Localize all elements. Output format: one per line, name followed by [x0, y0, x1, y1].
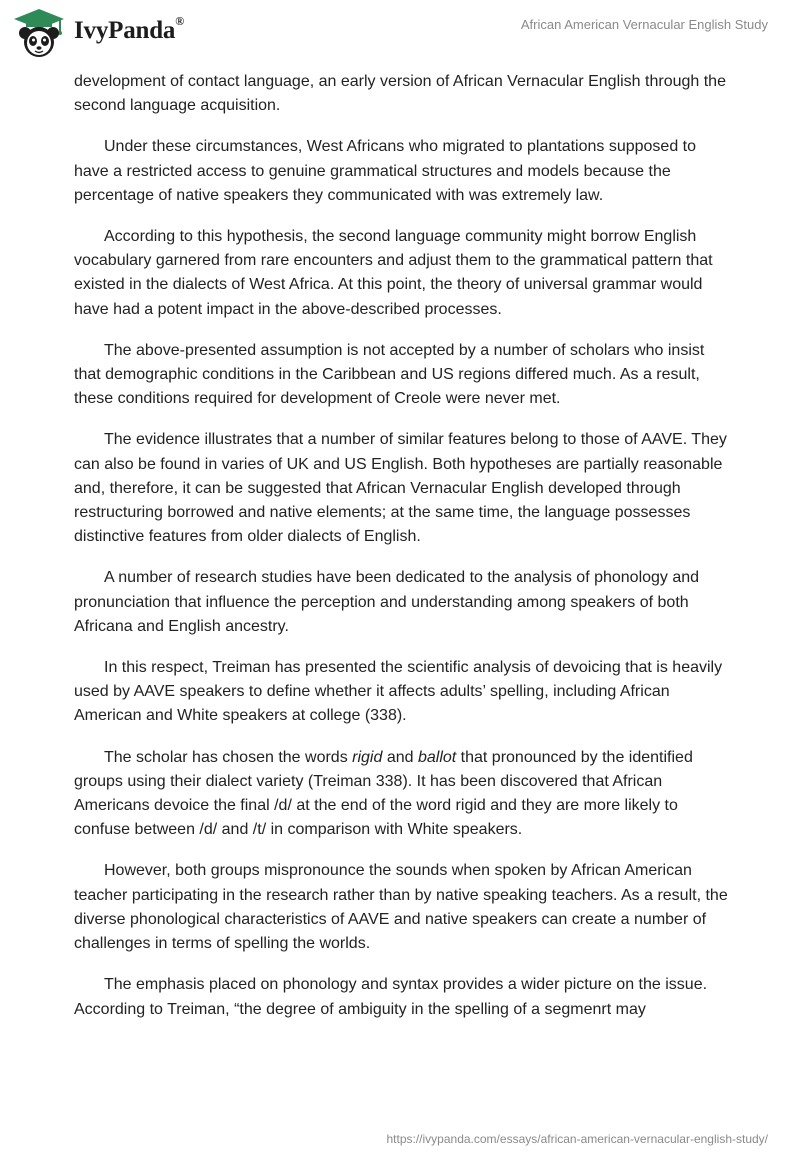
term-rigid: rigid: [352, 748, 383, 766]
source-url[interactable]: https://ivypanda.com/essays/african-american-vernacular-english-study/: [386, 1132, 768, 1146]
paragraph-9: However, both groups mispronounce the sounds when spoken by African American teacher participating in the research rather than by native speaking teachers. As a result, the diverse phonological characteristics of AAVE and native speakers can create a number of challenges in terms of spelling the worlds.: [74, 862, 728, 953]
term-ballot: ballot: [417, 748, 457, 766]
brand-name: IvyPanda®: [74, 13, 184, 44]
paragraph-1: development of contact language, an early version of African Vernacular English through the second language acquisition.: [74, 73, 726, 115]
paragraph-10: The emphasis placed on phonology and syntax provides a wider picture on the issue. According to Treiman, “the degree of ambiguity in the spelling of a segmenrt may: [74, 976, 708, 1018]
paragraph-7: In this respect, Treiman has presented the scientific analysis of devoicing that is heavily used by AAVE speakers to define whether it affects adults’ spelling, including African American and White speakers at college (338).: [74, 659, 723, 725]
paragraph-8-part-1: The scholar has chosen the words: [104, 748, 353, 766]
graduation-panda-icon: [12, 6, 66, 60]
document-title: African American Vernacular English Study: [520, 17, 768, 32]
paragraph-4: The above-presented assumption is not accepted by a number of scholars who insist that demographic conditions in the Caribbean and US regions differed much. As a result, these conditions required for development of Creole were never met.: [74, 341, 705, 408]
paragraph-8-part-3: that pronounced by the identified groups using their dialect variety (Treiman 338). It has been discovered that African Americans devoice the final /d/ at the end of the word rigid and they are more likely to confuse between /d/ and /t/ in comparison with White speakers.: [74, 748, 693, 839]
paragraph-8-part-2: and: [382, 748, 418, 766]
paragraph-8: [74, 746, 730, 843]
paragraph-5: The evidence illustrates that a number of similar features belong to those of AAVE. They can also be found in varies of UK and US English. Both hypotheses are partially reasonable and, therefore, it can be suggested that African Vernacular English developed through restructuring borrowed and native elements; at the same time, the language possesses distinctive features from older dialects of English.: [74, 431, 727, 546]
essay-body: [74, 70, 730, 1039]
brand-logo[interactable]: [12, 6, 184, 60]
paragraph-3: According to this hypothesis, the second language community might borrow English vocabulary garnered from rare encounters and adjust them to the grammatical pattern that existed in the dialects of West Africa. At this point, the theory of universal grammar would have had a potent impact in the above-described processes.: [74, 228, 713, 318]
page-header: [0, 0, 800, 66]
paragraph-6: A number of research studies have been dedicated to the analysis of phonology and pronunciation that influence the perception and understanding among speakers of both Africana and English ancestry.: [74, 569, 700, 635]
paragraph-2: Under these circumstances, West Africans who migrated to plantations supposed to have a restricted access to genuine grammatical structures and models because the percentage of native speakers they communicated with was extremely law.: [74, 138, 697, 204]
